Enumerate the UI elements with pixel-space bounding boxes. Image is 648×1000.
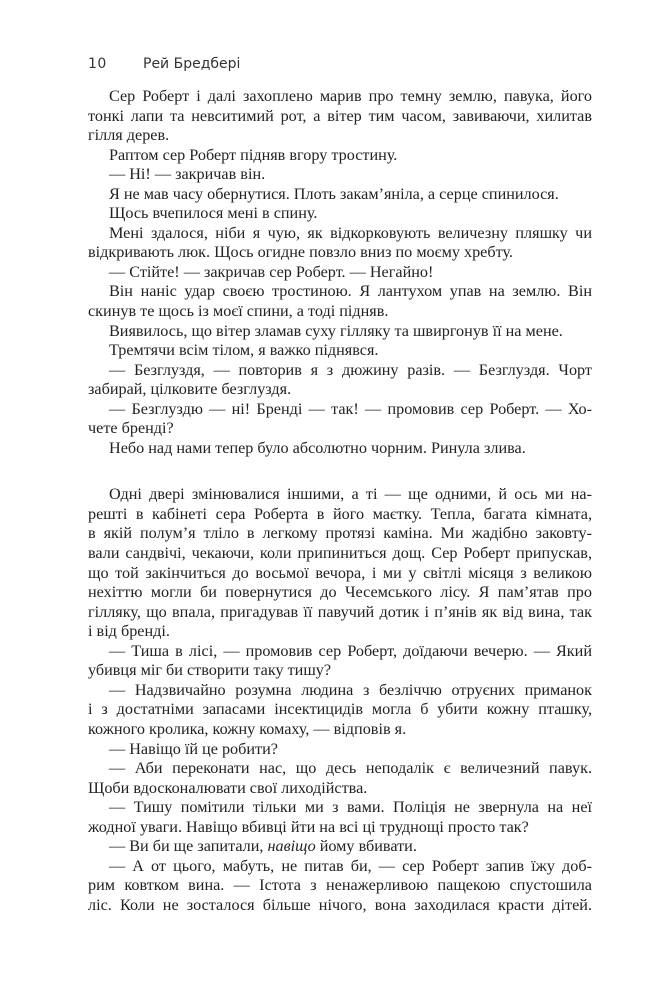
text-line: — Ні! — закричав він. (109, 165, 266, 184)
text-line: тонкі лапи та невситимий рот, а вітер тим часом, завиваючи, хилитав (88, 106, 592, 125)
text-line: що той закінчиться до восьмої вечора, і ми у світлі місяця з великою (88, 563, 592, 582)
text-line: жодної уваги. Навіщо вбивці йти на всі ці труднощі просто так? (88, 817, 529, 836)
text-run: йому вбивати. (315, 837, 417, 856)
text-line: Я не мав часу обернутися. Плоть закам’яніла, а серце спинилося. (109, 184, 559, 203)
text-line: — Безглуздю — ні! Бренді — так! — промовив сер Роберт. — Хо- (109, 399, 592, 418)
text-line: гілля дерев. (88, 126, 170, 145)
text-line: нехіттю могли би повернутися до Чесемського лісу. Я пам’ятав про (88, 583, 592, 602)
emphasized-word: навіщо (267, 837, 316, 856)
text-line: — Стійте! — закричав сер Роберт. — Негайно! (109, 262, 434, 281)
text-line: — Безглуздя, — повторив я з дюжину разів. — Безглуздя. Чорт (109, 360, 592, 379)
running-title: Рей Бредбері (143, 56, 241, 72)
text-line: Сер Роберт і далі захоплено марив про темну землю, павука, його (109, 87, 592, 105)
page-number: 10 (88, 56, 107, 72)
text-line: — Надзвичайно розумна людина з безліччю отруєних приманок (109, 680, 592, 699)
text-line: Мені здалося, ніби я чую, як відкорковують величезну пляшку чи (109, 223, 592, 242)
text-line: — Тиша в лісі, — промовив сер Роберт, доїдаючи вечерю. — Який (109, 641, 592, 660)
text-line: гілляку, що впала, пригадував її павучий дотик і п’янів як від вина, так (88, 602, 592, 621)
text-line: Щось вчепилося мені в спину. (109, 204, 318, 223)
text-line: чете бренді? (88, 419, 174, 438)
text-line: кожного кролика, кожну комаху, — відповів я. (88, 719, 407, 738)
text-line: — А от цього, мабуть, не питав би, — сер Роберт запив їжу доб- (109, 856, 592, 875)
text-line: Він наніс удар своєю тростиною. Я лантухом упав на землю. Він (109, 282, 592, 301)
text-line: — Аби переконати нас, що десь неподалік є величезний павук. (109, 759, 592, 778)
text-run: — Ви би ще запитали, (109, 837, 268, 856)
section-2 (88, 485, 592, 915)
text-line: — Навіщо їй це робити? (109, 739, 278, 758)
text-line: відкривають люк. Щось огидне повзло вниз по моєму хребту. (88, 243, 513, 262)
text-line: Раптом сер Роберт підняв вгору тростину. (109, 145, 398, 164)
text-line: і від бренді. (88, 622, 170, 641)
text-line: скинув те щось із моєї спини, а тоді підняв. (88, 302, 389, 321)
text-line: Щоби вдосконалювати свої лиходійства. (88, 778, 368, 797)
text-line: рим ковтком вина. — Істота з ненажерливою пащекою спустошила (88, 876, 592, 895)
text-line: Одні двері змінювалися іншими, а ті — ще одними, й ось ми на- (109, 485, 592, 504)
text-line: решті в кабінеті сера Роберта в його маєтку. Тепла, багата кімната, (88, 504, 592, 523)
text-line: забирай, цілковите безглуздя. (88, 380, 292, 399)
text-line: вали сандвічі, чекаючи, коли припиниться дощ. Сер Роберт припускав, (88, 544, 592, 563)
text-line: — Тишу помітили тільки ми з вами. Поліція не звернула на неї (109, 798, 592, 817)
text-line: Виявилось, що вітер зламав суху гілляку та швиргонув її на мене. (109, 321, 563, 340)
text-line: Тремтячи всім тілом, я важко піднявся. (109, 341, 379, 360)
text-line: Небо над нами тепер було абсолютно чорним. Ринула злива. (109, 438, 526, 457)
text-line: і з достатніми запасами інсектицидів могла б убити кожну пташку, (88, 700, 592, 719)
text-line: в якій полум’я тліло в легкому протязі каміна. Ми жадібно заковту- (88, 524, 592, 543)
text-line: убивця міг би створити таку тишу? (88, 661, 332, 680)
section-break (88, 458, 592, 485)
text-line: ліс. Коли не зосталося більше нічого, вона заходилася красти дітей. (88, 895, 592, 914)
section-1 (88, 87, 592, 458)
text-line-with-emphasis (88, 837, 592, 857)
page-body (88, 87, 592, 915)
